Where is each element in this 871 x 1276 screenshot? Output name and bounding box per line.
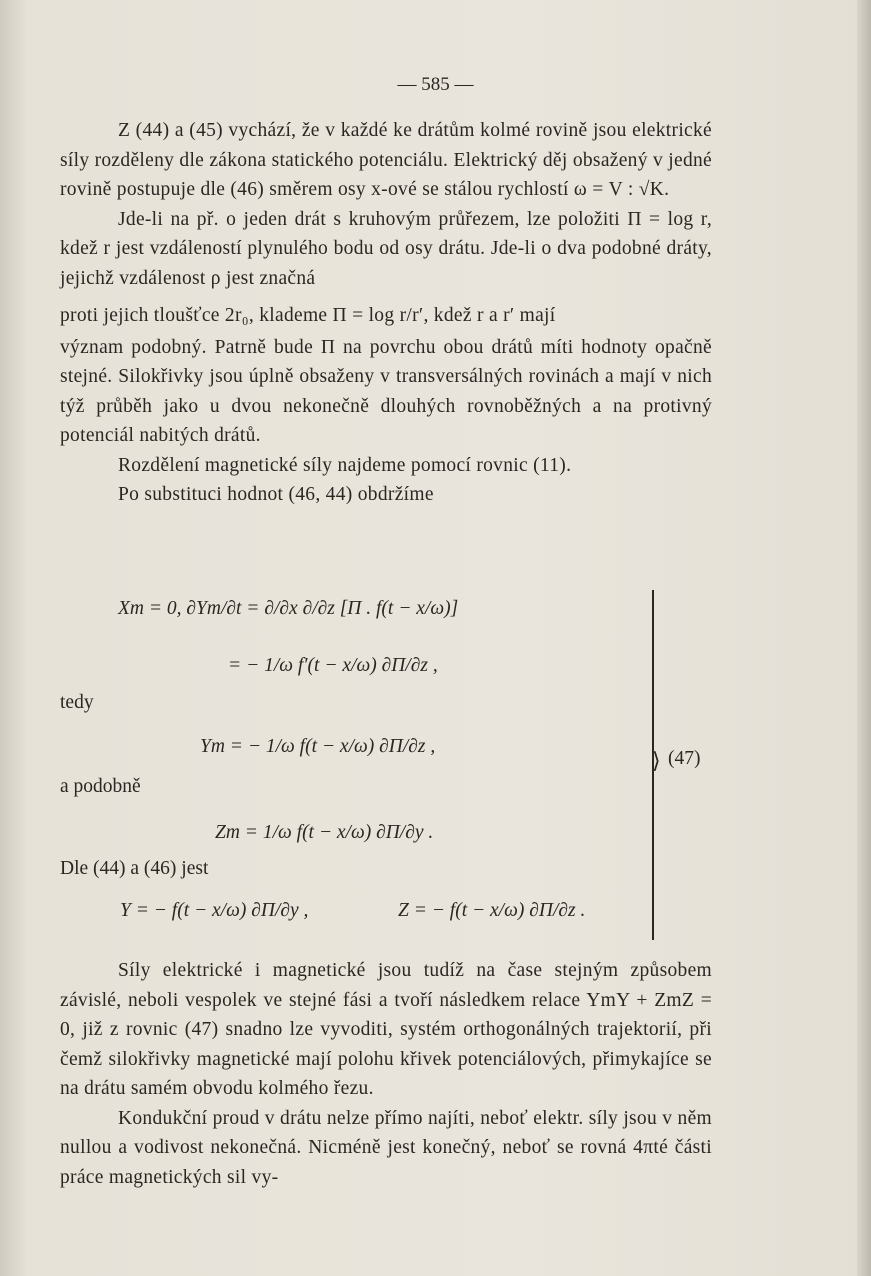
equation-z: Z = − f(t − x/ω) ∂Π/∂z . [398,900,586,921]
equation-number-47: (47) [668,748,701,769]
body-text-top [60,116,712,510]
paragraph-2c: význam podobný. Patrně bude Π na povrchu obou drátů míti hodnoty opačně stejné. Silokřivky jsou úplně obsaženy v transversálných rovinách a mají v nich týž průběh jako u dvou nekonečně dlouhých rovnoběžných a na protivný potenciál nabitých drátů. [60,336,712,446]
label-podobne: a podobně [60,776,141,797]
label-tedy: tedy [60,692,94,713]
equation-dym: = − 1/ω f′(t − x/ω) ∂Π/∂z , [228,655,438,676]
equation-xm: Xm = 0, ∂Ym/∂t = ∂/∂x ∂/∂z [Π . f(t − x/ω)] [118,598,459,619]
paragraph-2b: proti jejich tloušťce 2r₀, klademe Π = log r/r′, kdež r a r′ mají [60,305,556,326]
paragraph-1: Z (44) a (45) vychází, že v každé ke drátům kolmé rovině jsou elektrické síly rozděleny dle zákona statického potenciálu. Elektrický děj obsažený v jedné rovině postupuje dle (46) směrem osy x-ové se stálou rychlostí ω = V : √K. [60,120,712,200]
equation-ym: Ym = − 1/ω f(t − x/ω) ∂Π/∂z , [200,736,436,757]
equation-zm: Zm = 1/ω f(t − x/ω) ∂Π/∂y . [215,822,434,843]
bracket-tip: ⟩ [652,748,661,773]
body-text-bottom [60,956,712,1192]
paragraph-2a: Jde-li na př. o jeden drát s kruhovým průřezem, lze položiti Π = log r, kdež r jest vzdáleností plynulého bodu od osy drátu. Jde-li o dva podobné dráty, jejichž vzdálenost ρ jest značná [60,208,712,289]
label-dle: Dle (44) a (46) jest [60,858,209,879]
paragraph-4: Po substituci hodnot (46, 44) obdržíme [118,484,434,505]
paragraph-6: Kondukční proud v drátu nelze přímo najíti, neboť elektr. síly jsou v něm nullou a vodivost nekonečná. Nicméně jest konečný, neboť se rovná 4πté části práce magnetických sil vy- [60,1107,712,1188]
page-number: — 585 — [397,74,474,95]
paragraph-3: Rozdělení magnetické síly najdeme pomocí rovnic (11). [118,454,572,476]
equation-y: Y = − f(t − x/ω) ∂Π/∂y , [120,900,309,921]
paragraph-5: Síly elektrické i magnetické jsou tudíž na čase stejným způsobem závislé, neboli vespolek ve stejné fási a tvoří následkem relace YmY + ZmZ = 0, již z rovnic (47) snadno lze vyvoditi, systém orthogonálných trajektorií, při čemž silokřivky magnetické mají polohu křivek potenciálových, přimykajíce se na drátu samém obvodu kolmého řezu. [60,960,712,1099]
